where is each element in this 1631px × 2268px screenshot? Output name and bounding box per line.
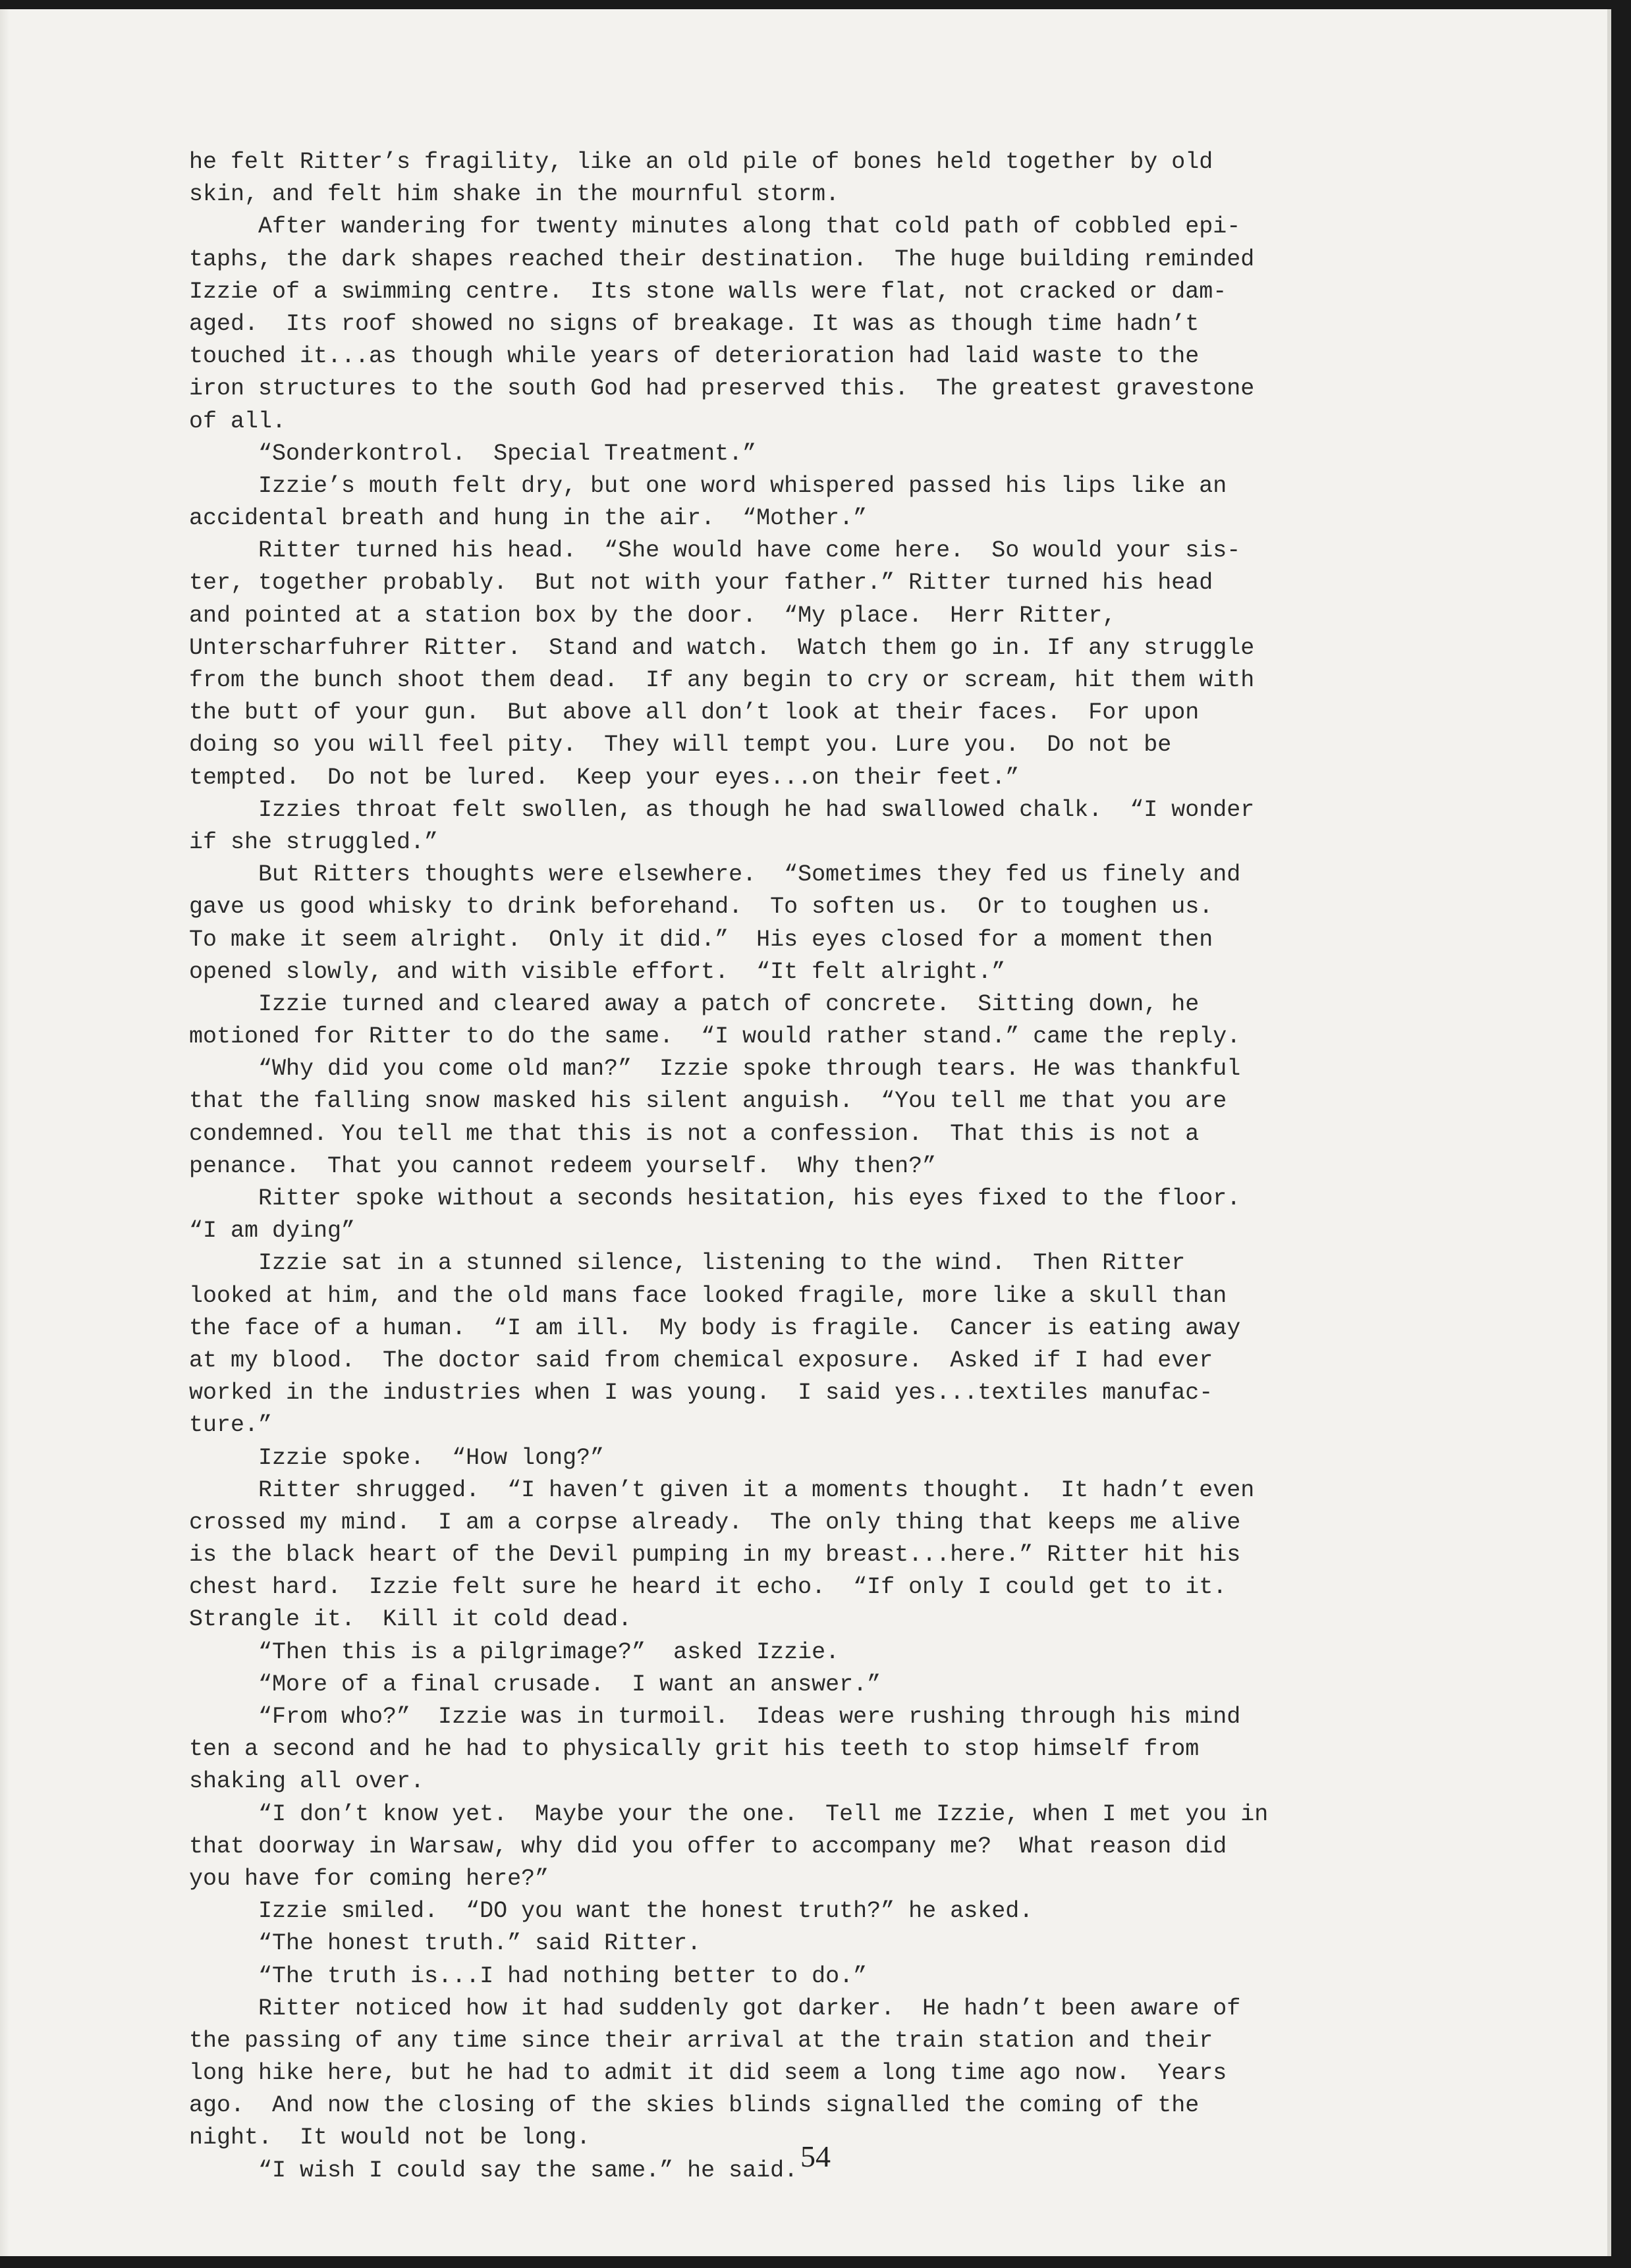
text-line: at my blood. The doctor said from chemical exposure. Asked if I had ever	[189, 1347, 1213, 1374]
text-line: “From who?” Izzie was in turmoil. Ideas were rushing through his mind	[189, 1704, 1241, 1730]
text-line: touched it...as though while years of deterioration had laid waste to the	[189, 343, 1200, 370]
text-line: “I don’t know yet. Maybe your the one. Tell me Izzie, when I met you in	[189, 1800, 1269, 1827]
text-line: “Then this is a pilgrimage?” asked Izzie.	[189, 1638, 840, 1665]
text-line: penance. That you cannot redeem yourself. Why then?”	[189, 1152, 937, 1179]
text-line: “Sonderkontrol. Special Treatment.”	[189, 440, 757, 467]
text-line: motioned for Ritter to do the same. “I would rather stand.” came the reply.	[189, 1023, 1241, 1050]
text-line: gave us good whisky to drink beforehand. To soften us. Or to toughen us.	[189, 894, 1213, 921]
text-line: But Ritters thoughts were elsewhere. “Sometimes they fed us finely and	[189, 861, 1241, 888]
text-line: you have for coming here?”	[189, 1865, 549, 1892]
text-line: aged. Its roof showed no signs of breakage. It was as though time hadn’t	[189, 310, 1200, 337]
text-line: tempted. Do not be lured. Keep your eyes...on their feet.”	[189, 764, 1020, 791]
text-line: Strangle it. Kill it cold dead.	[189, 1606, 632, 1633]
text-line: that the falling snow masked his silent anguish. “You tell me that you are	[189, 1088, 1227, 1115]
text-line: shaking all over.	[189, 1768, 425, 1795]
text-line: worked in the industries when I was young. I said yes...textiles manufac-	[189, 1380, 1213, 1407]
page-edge	[0, 9, 9, 2256]
text-line: the passing of any time since their arrival at the train station and their	[189, 2027, 1213, 2054]
text-line: doing so you will feel pity. They will tempt you. Lure you. Do not be	[189, 732, 1172, 759]
text-line: “I wish I could say the same.” he said.	[189, 2157, 798, 2184]
text-line: ago. And now the closing of the skies blinds signalled the coming of the	[189, 2092, 1200, 2119]
text-line: if she struggled.”	[189, 828, 439, 855]
text-line: ture.”	[189, 1412, 273, 1439]
text-line: Ritter spoke without a seconds hesitation, his eyes fixed to the floor.	[189, 1185, 1241, 1212]
text-line: ten a second and he had to physically grit his teeth to stop himself from	[189, 1736, 1200, 1763]
text-line: that doorway in Warsaw, why did you offer to accompany me? What reason did	[189, 1833, 1227, 1860]
text-line: Izzies throat felt swollen, as though he had swallowed chalk. “I wonder	[189, 796, 1255, 823]
text-line: chest hard. Izzie felt sure he heard it echo. “If only I could get to it.	[189, 1574, 1227, 1601]
text-line: “The truth is...I had nothing better to do.”	[189, 1962, 868, 1989]
text-line: ter, together probably. But not with your father.” Ritter turned his head	[189, 570, 1213, 597]
text-line: Izzie smiled. “DO you want the honest truth?” he asked.	[189, 1898, 1034, 1925]
text-line: and pointed at a station box by the door. “My place. Herr Ritter,	[189, 602, 1117, 629]
text-line: Ritter turned his head. “She would have come here. So would your sis-	[189, 537, 1241, 564]
text-line: is the black heart of the Devil pumping in my breast...here.” Ritter hit his	[189, 1542, 1241, 1569]
page-number: 54	[800, 2140, 831, 2173]
body-text	[189, 146, 1460, 2187]
text-line: skin, and felt him shake in the mournful storm.	[189, 181, 840, 208]
text-line: long hike here, but he had to admit it did seem a long time ago now. Years	[189, 2060, 1227, 2087]
text-line: To make it seem alright. Only it did.” His eyes closed for a moment then	[189, 926, 1213, 953]
text-line: Unterscharfuhrer Ritter. Stand and watch. Watch them go in. If any struggle	[189, 634, 1255, 661]
text-line: Izzie sat in a stunned silence, listening to the wind. Then Ritter	[189, 1250, 1186, 1277]
text-line: looked at him, and the old mans face looked fragile, more like a skull than	[189, 1282, 1227, 1309]
text-line: of all.	[189, 408, 287, 435]
text-line: “The honest truth.” said Ritter.	[189, 1930, 702, 1957]
text-line: Izzie spoke. “How long?”	[189, 1444, 605, 1471]
text-line: “Why did you come old man?” Izzie spoke through tears. He was thankful	[189, 1056, 1241, 1083]
text-line: accidental breath and hung in the air. “Mother.”	[189, 505, 868, 532]
text-line: he felt Ritter’s fragility, like an old pile of bones held together by old	[189, 149, 1213, 175]
text-line: After wandering for twenty minutes along that cold path of cobbled epi-	[189, 213, 1241, 240]
text-line: the face of a human. “I am ill. My body is fragile. Cancer is eating away	[189, 1314, 1241, 1341]
text-line: iron structures to the south God had preserved this. The greatest gravestone	[189, 375, 1255, 402]
text-line: Ritter noticed how it had suddenly got darker. He hadn’t been aware of	[189, 1995, 1241, 2022]
text-line: the butt of your gun. But above all don’t look at their faces. For upon	[189, 699, 1200, 726]
text-line: opened slowly, and with visible effort. “It felt alright.”	[189, 958, 1006, 985]
text-line: from the bunch shoot them dead. If any begin to cry or scream, hit them with	[189, 667, 1255, 693]
text-line: Izzie’s mouth felt dry, but one word whispered passed his lips like an	[189, 472, 1227, 499]
text-line: Izzie of a swimming centre. Its stone walls were flat, not cracked or dam-	[189, 278, 1227, 305]
text-line: crossed my mind. I am a corpse already. The only thing that keeps me alive	[189, 1509, 1241, 1536]
text-line: Ritter shrugged. “I haven’t given it a moments thought. It hadn’t even	[189, 1476, 1255, 1503]
text-line: condemned. You tell me that this is not a confession. That this is not a	[189, 1120, 1200, 1147]
text-line: “More of a final crusade. I want an answer.”	[189, 1671, 881, 1698]
text-line: Izzie turned and cleared away a patch of concrete. Sitting down, he	[189, 990, 1200, 1017]
text-line: taphs, the dark shapes reached their destination. The huge building reminded	[189, 246, 1255, 273]
text-line: night. It would not be long.	[189, 2124, 591, 2151]
text-line: “I am dying”	[189, 1218, 356, 1245]
